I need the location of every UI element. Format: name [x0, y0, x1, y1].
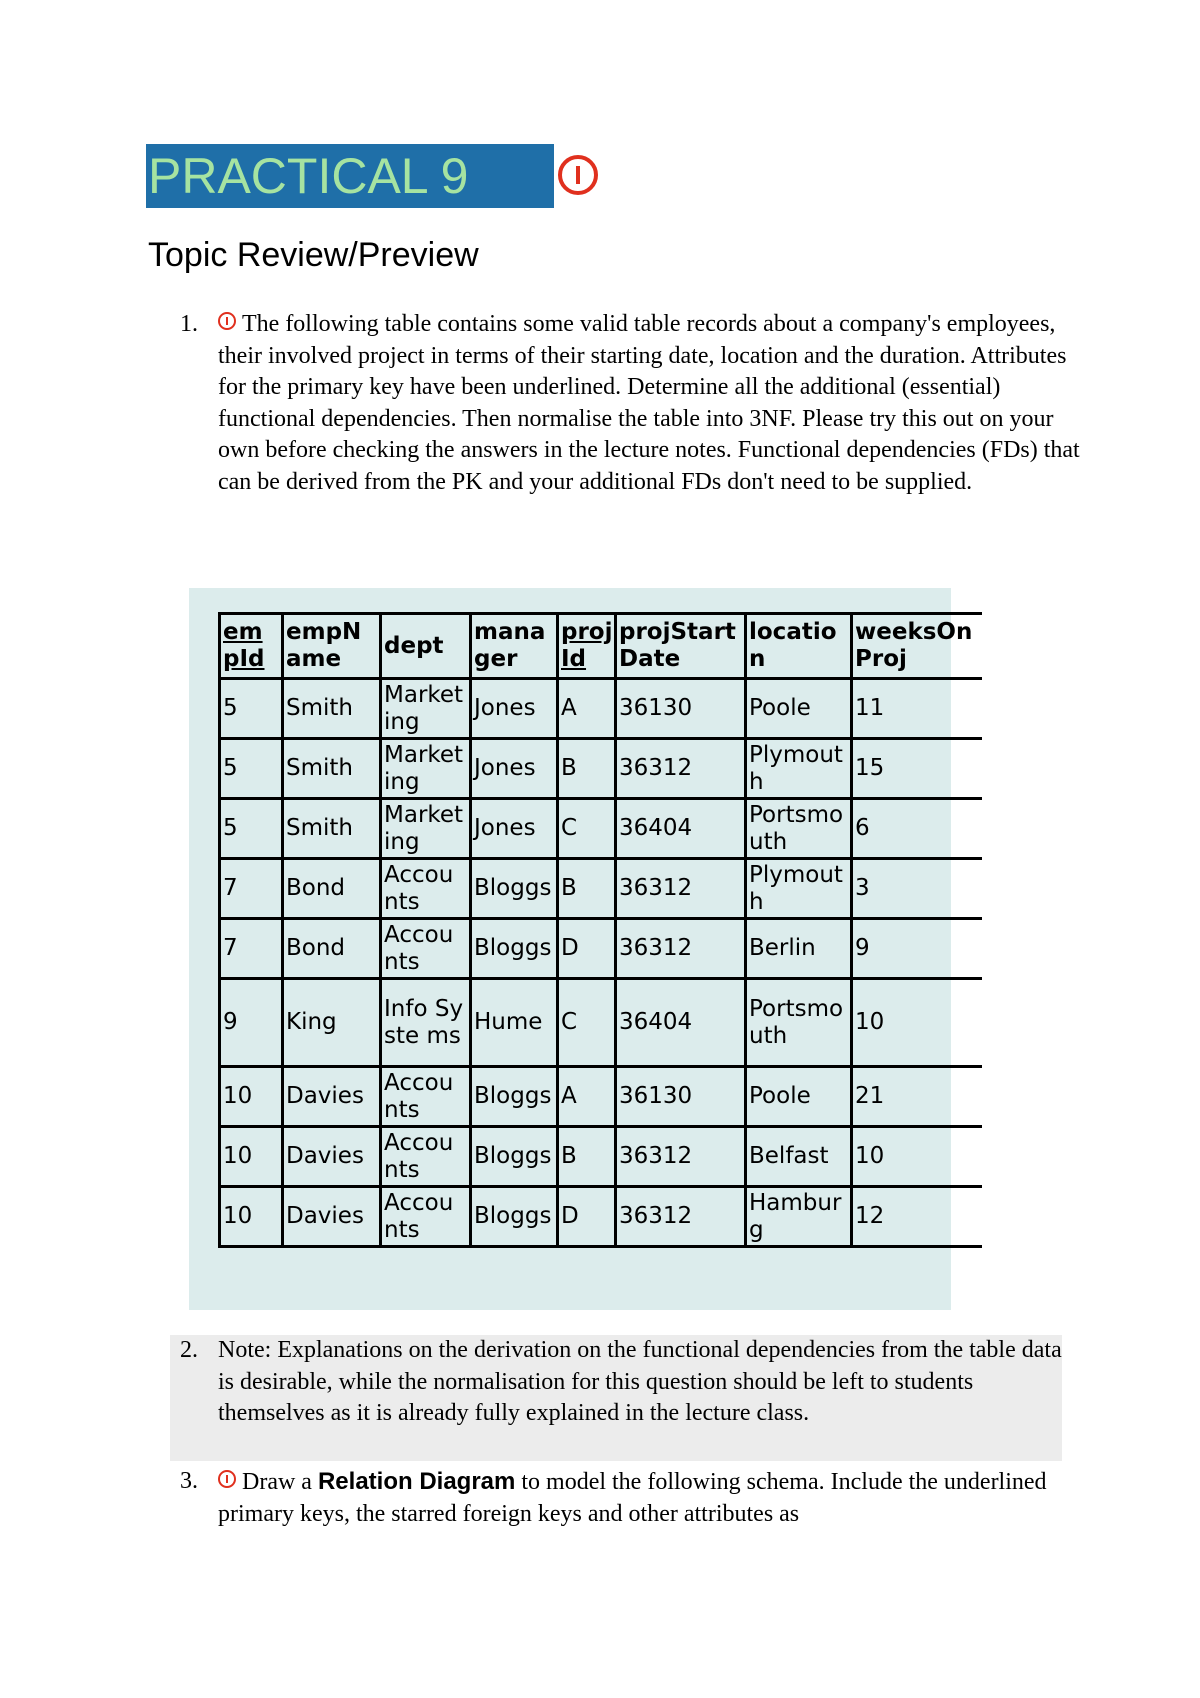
table-cell: Davies: [283, 1127, 381, 1187]
column-header: em pId: [220, 614, 283, 679]
attention-icon: [218, 312, 236, 330]
list-item-3: [180, 1466, 1080, 1536]
table-cell: Bloggs: [471, 1067, 558, 1127]
list-number: 2.: [180, 1337, 198, 1363]
column-header: dept: [381, 614, 471, 679]
table-cell: Market ing: [381, 679, 471, 739]
table-cell: Bloggs: [471, 859, 558, 919]
table-cell: D: [558, 919, 616, 979]
list-item-2: [180, 1335, 1080, 1455]
table-cell: 5: [220, 679, 283, 739]
table-cell: Accou nts: [381, 1067, 471, 1127]
attention-icon: [218, 1470, 236, 1488]
table-cell: Poole: [746, 679, 852, 739]
table-cell: Poole: [746, 1067, 852, 1127]
table-row: [220, 1127, 982, 1187]
list-number: 1.: [180, 311, 198, 337]
table-cell: 36130: [616, 679, 746, 739]
table-cell: Hambur g: [746, 1187, 852, 1247]
section-heading: Topic Review/Preview: [148, 236, 479, 274]
table-cell: Accou nts: [381, 1127, 471, 1187]
table-cell: Hume: [471, 979, 558, 1067]
table-cell: C: [558, 979, 616, 1067]
table-cell: Bond: [283, 859, 381, 919]
table-row: [220, 679, 982, 739]
table-cell: Jones: [471, 739, 558, 799]
table-row: [220, 739, 982, 799]
table-row: [220, 919, 982, 979]
table-cell: 9: [852, 919, 982, 979]
table-cell: Plymout h: [746, 739, 852, 799]
table-cell: B: [558, 859, 616, 919]
table-cell: 36404: [616, 799, 746, 859]
table-cell: 15: [852, 739, 982, 799]
table-cell: Smith: [283, 739, 381, 799]
list-number: 3.: [180, 1468, 198, 1494]
table-cell: 10: [220, 1187, 283, 1247]
table-cell: 36404: [616, 979, 746, 1067]
table-cell: Market ing: [381, 739, 471, 799]
table-cell: 36312: [616, 739, 746, 799]
table-cell: B: [558, 1127, 616, 1187]
table-cell: Accou nts: [381, 1187, 471, 1247]
table-cell: 9: [220, 979, 283, 1067]
table-cell: A: [558, 679, 616, 739]
table-cell: Belfast: [746, 1127, 852, 1187]
employee-project-table: [218, 612, 982, 1248]
relation-diagram-term: Relation Diagram: [317, 1468, 516, 1495]
table-cell: 36130: [616, 1067, 746, 1127]
column-header: weeksOn Proj: [852, 614, 982, 679]
table-cell: Bloggs: [471, 1127, 558, 1187]
column-header: mana ger: [471, 614, 558, 679]
table-cell: Accou nts: [381, 919, 471, 979]
question-text: The following table contains some valid table records about a company's employees, their involved project in terms of their starting date, location and the duration. Attributes for the primary key have been underlined. Determine all the additional (essential) functional dependencies. Then normalise the table into 3NF. Please try this out on your own before checking the answers in the lecture notes. Functional dependencies (FDs) that can be derived from the PK and your additional FDs don't need to be supplied.: [218, 311, 1080, 495]
table-header-row: [220, 614, 982, 679]
table-cell: 5: [220, 799, 283, 859]
table-cell: King: [283, 979, 381, 1067]
table-row: [220, 1187, 982, 1247]
list-item-body: [218, 309, 1080, 498]
table-cell: Info Syste ms: [381, 979, 471, 1067]
table-cell: Portsmo uth: [746, 799, 852, 859]
table-cell: 5: [220, 739, 283, 799]
table-cell: 12: [852, 1187, 982, 1247]
table-cell: Smith: [283, 679, 381, 739]
table-cell: A: [558, 1067, 616, 1127]
page-title: PRACTICAL 9: [148, 148, 469, 204]
attention-icon: [558, 155, 598, 195]
table-cell: D: [558, 1187, 616, 1247]
table-cell: Bond: [283, 919, 381, 979]
table-cell: 10: [852, 979, 982, 1067]
question-text-end: to model the following schema. Include the underlined primary keys, the starred foreign keys and other attributes as: [218, 1469, 1047, 1527]
table-cell: 6: [852, 799, 982, 859]
table-row: [220, 1067, 982, 1127]
note-text: Note: Explanations on the derivation on the functional dependencies from the table data is desirable, while the normalisation for this question should be left to students themselves as it is already fully explained in the lecture class.: [218, 1337, 1062, 1426]
table-cell: 7: [220, 919, 283, 979]
column-header: projStart Date: [616, 614, 746, 679]
column-header: empN ame: [283, 614, 381, 679]
table-cell: Davies: [283, 1187, 381, 1247]
table-cell: C: [558, 799, 616, 859]
table-cell: 10: [220, 1127, 283, 1187]
table-cell: 11: [852, 679, 982, 739]
table-cell: Bloggs: [471, 919, 558, 979]
table-cell: Smith: [283, 799, 381, 859]
table-cell: Bloggs: [471, 1187, 558, 1247]
table-cell: Davies: [283, 1067, 381, 1127]
table-cell: 36312: [616, 859, 746, 919]
table-cell: Portsmo uth: [746, 979, 852, 1067]
list-item-body: [218, 1466, 1080, 1530]
table-cell: Accou nts: [381, 859, 471, 919]
table-cell: 7: [220, 859, 283, 919]
table-cell: 36312: [616, 919, 746, 979]
list-item-1: [180, 309, 1080, 559]
table-cell: 21: [852, 1067, 982, 1127]
table-row: [220, 799, 982, 859]
table-cell: 3: [852, 859, 982, 919]
table-cell: 10: [852, 1127, 982, 1187]
table-cell: B: [558, 739, 616, 799]
table-cell: Jones: [471, 799, 558, 859]
table-cell: Plymout h: [746, 859, 852, 919]
table-row: [220, 979, 982, 1067]
table-cell: 36312: [616, 1187, 746, 1247]
question-text-start: Draw a: [242, 1469, 312, 1495]
table-row: [220, 859, 982, 919]
column-header: locatio n: [746, 614, 852, 679]
table-cell: Berlin: [746, 919, 852, 979]
table-cell: Market ing: [381, 799, 471, 859]
column-header: proj Id: [558, 614, 616, 679]
table-cell: 10: [220, 1067, 283, 1127]
table-cell: 36312: [616, 1127, 746, 1187]
table-cell: Jones: [471, 679, 558, 739]
